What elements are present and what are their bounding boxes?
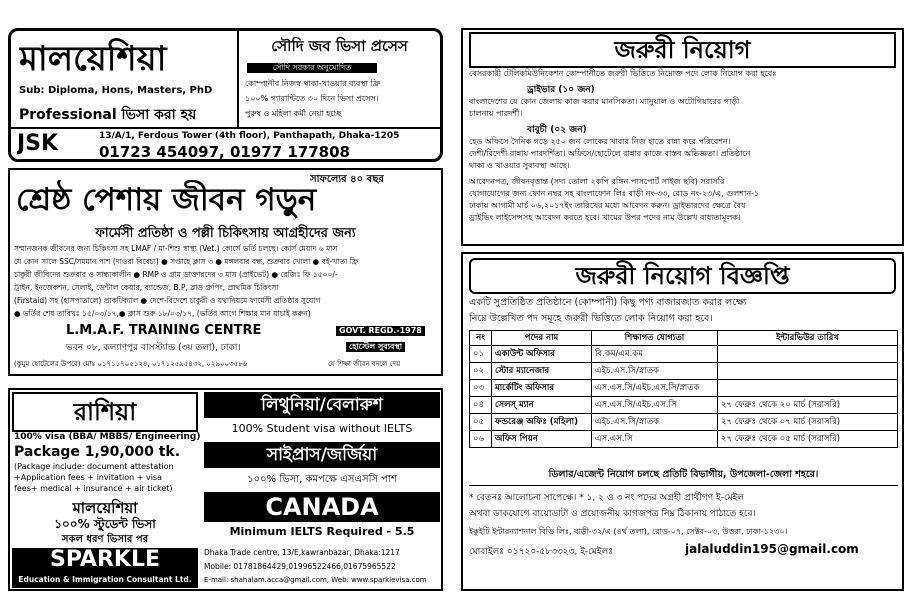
success-years: সাফল্যের ৪০ বছর	[310, 174, 384, 185]
sparkle-ad	[8, 388, 443, 591]
jsk-address: 13/A/1, Ferdous Tower (4th floor), Panthapath, Dhaka-1205	[99, 131, 400, 141]
saudi-title: সৌদি জব ভিসা প্রসেস	[271, 37, 408, 55]
cook-text-3: থাকা ও খাওয়ার সুব্যবস্থা আছে।	[469, 161, 570, 170]
jsk-logo: JSK	[17, 131, 59, 156]
row-no: ০৪	[470, 397, 492, 414]
centre-tagline: যে শিক্ষা জীবন বদলে দেয়	[328, 360, 401, 368]
sparkle-mobile: Mobile: 01781864429,01996522466,01675965522	[204, 562, 396, 571]
table-row	[470, 397, 898, 414]
russia-package: Package 1,90,000 tk.	[14, 444, 181, 460]
table-row	[470, 346, 898, 363]
malaysia-subjects: Sub: Diploma, Hons, Masters, PhD	[19, 85, 213, 96]
salary-line-2: অথবা ডাকযোগে বায়োডাটা ও প্রয়োজনীয় কাগজপত্র নিম্ন ঠিকানায় পাঠাতে হবে।	[469, 509, 756, 519]
row-date: ২৭ ফেব্রুঃ থেকে ০৫ মার্চ (সরাসরি)	[718, 431, 898, 448]
lmaf-ad	[8, 168, 443, 376]
dealer-notice: ডিলার/এজেন্ট নিয়োগ চলছে প্রতিটি বিভাগীয়, উপজেলা-জেলা শহরে।	[469, 468, 898, 486]
training-line-6: ● ভর্তির শেষ তারিখঃ ১৫/০৩/১৭,● ক্লাস শুরু ১৮/০৩/১৭, (ভর্তির আগে শিক্ষার মান যাচাই করুন)	[14, 309, 311, 318]
row-qualification: এস.এস.সি	[592, 431, 718, 448]
centre-phones: (কুমুম হোটেলের উপরে) মোঃ ০১৭১১৭০৫১২৪, ০১৭১২৫৯৫৪৩২, ০২৯০০৩৫৮৬	[14, 360, 248, 368]
row-qualification: এইচ.এস.সি/স্নাতক	[592, 414, 718, 431]
training-line-5: (Firstaid) সহ (হাসপাতালে) প্রাকটিক্যাল ● দেশে-বিদেশে চাকুরী ও যথানিয়মে ফার্মেসী প্রতিষ্ঠার সুযোগ	[14, 296, 321, 305]
cyprus-title: সাইপ্রাস/জর্জিয়া	[204, 442, 440, 468]
notice-intro-1: একটি সুপ্রতিষ্ঠিত প্রতিষ্ঠানে (কোম্পানী) কিছু পণ্য বাজারজাত করার লক্ষ্যে	[469, 297, 747, 308]
row-post: সেলস্ ম্যান	[492, 397, 592, 414]
driver-text-2: চালনায় পারদর্শী।	[469, 109, 523, 118]
apply-text-3: ঢাকায় আগামী মার্চ ০৬,২০১৭ইং তারিখের মধ্যে আবেদন করুন। ড্রাইভারদের ক্ষেত্রে বৈধ	[469, 201, 746, 210]
student-visa: ১০০% স্টুডেন্ট ভিসা	[54, 517, 156, 531]
no-ielts: 100% Student visa without IELTS	[231, 422, 413, 435]
table-row	[470, 380, 898, 397]
training-line-1: সম্মানজনক জীবনের জন্য চিকিৎসা সহ LMAF / মা-শিশু স্বাস্থ্য (Vet.) কোর্সে ভর্তি চলছে। কোর্স মেয়াদ ৬ মাস	[14, 244, 338, 253]
company-email: jalaluddin195@gmail.com	[685, 542, 859, 556]
all-visa: সকল ধরণ ভিসার পর	[61, 534, 149, 545]
saudi-line-1: কোম্পানীর নিজস্ব থাকা-খাওয়ার ব্যবস্থা ফ্রি	[245, 79, 381, 88]
company-mobile: মোবাইলঃ ০১৭২০-৫৮৩৩২৩, ই-মেইলঃ	[469, 547, 613, 557]
notice-intro-2: নিম্নে উল্লেখিত পদ সমূহে জরুরী ভিত্তিতে লোক নিয়োগ করা হবে।	[469, 313, 713, 324]
row-post: অফিস পিয়ন	[492, 431, 592, 448]
saudi-line-2: ১০০% গ্যারান্টিতে ৩০ দিনে ভিসা প্রসেস।	[245, 94, 379, 103]
centre-name: L.M.A.F. TRAINING CENTRE	[66, 323, 262, 338]
ielts-requirement: Minimum IELTS Required - 5.5	[229, 525, 415, 538]
russia-visa: 100% visa (BBA/ MBBS/ Engineering)	[14, 432, 201, 442]
cook-title: বাবুর্চী (০২ জন)	[527, 125, 587, 135]
row-qualification: এস.এস.সি/এইচ.এস.সি/স্নাতক	[592, 380, 718, 397]
salary-line-1: * বেতনঃ আলোচনা সাপেক্ষে। * ১, ২ ও ৩ নং পদের অগ্রহী প্রার্থীগণ ই-মেইল	[469, 493, 745, 503]
row-date	[718, 380, 898, 397]
row-qualification: এইচ.এস.সি/স্নাতক	[592, 363, 718, 380]
row-date	[718, 363, 898, 380]
row-post: স্টোর ম্যানেজার	[492, 363, 592, 380]
package-detail-1: (Package include: document attestation	[14, 462, 174, 471]
table-header-row	[470, 331, 898, 346]
row-no: ০৬	[470, 431, 492, 448]
row-post: মার্কেটিং অফিসার	[492, 380, 592, 397]
row-date	[718, 346, 898, 363]
header-interview-date: ইন্টারভিউর তারিখ	[718, 331, 898, 346]
training-headline: শ্রেষ্ঠ পেশায় জীবন গড়ুন	[16, 182, 317, 218]
canada-title: CANADA	[204, 492, 440, 522]
russia-title: রাশিয়া	[12, 392, 198, 432]
training-line-2: যে কোন সালে SSC/সমমান পাশ (দাওরা বিবেচ্য) ● সপ্তাহে ক্লাস ৩ ● মঙ্গলবার বন্ধ, শুক্রবার খোলা ● বই-খাতা ফ্রি	[14, 257, 359, 266]
cook-text-2: দেশী/বিদেশী রান্নায় পারদর্শিতা। অফিসে/হোটেলে রান্নার কাজে বাস্তব অভিজ্ঞতা। প্রতিষ্ঠানে	[469, 149, 751, 158]
sparkle-contact: E-mail: shahalam.acca@gmail.com, Web: www.sparklevisa.com	[204, 576, 427, 584]
header-qualification: শিক্ষাগত যোগ্যতা	[592, 331, 718, 346]
row-qualification: বি.কম/এম.কম	[592, 346, 718, 363]
urgent-ad	[461, 28, 904, 246]
driver-title: ড্রাইভার (১০ জন)	[527, 85, 595, 95]
training-line-4: ট্রাইন, ইনজেকশন, সেলাই, ডেন্টাল কেয়ার, ব্যান্ডেজ, B.P, ব্লাড গ্রুপিং, প্রাথমিক চিকিৎসা	[14, 283, 279, 292]
cyprus-visa: ১০০% ভিসা, কমপক্ষে এসএসসি পাশ	[247, 474, 397, 485]
hostel-badge: হোস্টেল সুব্যবস্থা	[346, 342, 405, 352]
malaysia-title: মালয়েশিয়া	[19, 39, 167, 79]
header-no: নং	[470, 331, 492, 346]
header-post: পদের নাম	[492, 331, 592, 346]
apply-text-4: ড্রাইভিং লাইসেন্সসহ আবেদন করতে হবে। খামের উপর পদের নাম উল্লেখ বাধ্যতামূলক।	[469, 213, 741, 222]
table-row	[470, 431, 898, 448]
sparkle-tagline: Education & Immigration Consultant Ltd.	[12, 572, 198, 588]
row-date: ২৭ ফেব্রুঃ থেকে ০৭ মার্চ (সরাসরি)	[718, 414, 898, 431]
notice-ad	[461, 252, 904, 591]
urgent-intro: বেসরকারী টেলিকমিউনিকেশন কোম্পানীতে জরুরী ভিত্তিতে নিম্নোক্ত পদে লোক নিয়োগ করা হবেঃ	[469, 69, 777, 78]
jsk-ad	[8, 28, 443, 162]
jsk-phones: 01723 454097, 01977 177808	[99, 143, 350, 161]
notice-title: জরুরী নিয়োগ বিজ্ঞপ্তি	[469, 258, 896, 294]
centre-building: ভবন ০৮, কল্যাণপুর বাসস্ট্যান্ড (৩য় তলা), ঢাকা।	[66, 343, 241, 353]
apply-text-1: আবেদনপত্র, জীবনবৃত্তান্ত (সদ্য তোলা ২কপি রঙ্গিন পাসপোর্ট সাইজ ছবি) সরাসরি	[469, 177, 725, 186]
row-no: ০১	[470, 346, 492, 363]
sparkle-logo: SPARKLE	[12, 548, 198, 572]
row-no: ০৫	[470, 414, 492, 431]
row-qualification: এস.এস.সি/এইচ.এস.সি	[592, 397, 718, 414]
jobs-table	[469, 330, 898, 448]
govt-regd: GOVT. REGD.-1978	[336, 326, 425, 336]
row-date: ২৭ ফেব্রুঃ থেকে ২০ মার্চ (সরাসরি)	[718, 397, 898, 414]
sparkle-address: Dhaka Trade centre, 13/E,kawranbazar, Dhaka:1217	[204, 548, 400, 557]
saudi-line-3: পুরুষ ও মহিলা কর্মী নেয়া হচ্ছে	[245, 109, 342, 118]
training-line-3: চাকুরী জীবিদের শুক্রবার ও সান্ধ্যকালীন ● RMP ও গ্রাম ডাক্তারদের ৩ মাস (প্রাইভেট) ● রেজিঃ ফি ১৫০০/-	[14, 270, 338, 279]
row-post: একাউন্ট অফিসার	[492, 346, 592, 363]
package-detail-2: +Application fees + invitation + visa	[14, 473, 162, 482]
driver-text-1: বাংলাদেশের যে কোন জেলায় কাজ করার মানসিকতা। ম্যানুয়াল ও অটোগিয়ারের গাড়ী	[469, 97, 740, 106]
lithuania-title: লিথুনিয়া/বেলারুশ	[204, 392, 440, 418]
table-row	[470, 414, 898, 431]
row-post: ফন্ডরেঞ্জ অফিঃ (মহিলা)	[492, 414, 592, 431]
table-row	[470, 363, 898, 380]
urgent-title: জরুরী নিয়োগ	[469, 32, 896, 68]
cook-text-1: হেড অফিসে দৈনিক গড়ে ২৫০ জন লোকের খাবার নিজ হাতে রান্না করে পরিবেশন।	[469, 137, 731, 146]
training-subhead: ফার্মেসী প্রতিষ্ঠা ও পল্লী চিকিৎসায় আগ্রহীদের জন্য	[95, 226, 356, 241]
row-no: ০৩	[470, 380, 492, 397]
package-detail-3: fees+ medical + insurance + air ticket)	[14, 484, 173, 493]
apply-text-2: যোগাযোগের জন্য ফোন নম্বর সহ বাংলাফোন লিঃ বাড়ী নং-৩৩, রোড নং-২৩/এ, গুলশান-১	[469, 189, 760, 198]
sparkle-malaysia: মালয়েশিয়া	[72, 499, 138, 517]
row-no: ০২	[470, 363, 492, 380]
saudi-approved: সৌদি সরকার অনুমোদিত	[247, 63, 377, 73]
company-address: ইকুইটি ইন্টারন্যাশনাল বিডি লিঃ, বাড়ী-৩২/এ (৪র্থ তলা), রোড-০৭, সেক্টর-০৩, উত্তরা, ঢাকা-১২৩০।	[469, 527, 788, 536]
professional-visa: Professional ভিসা করা হয়	[19, 107, 197, 123]
